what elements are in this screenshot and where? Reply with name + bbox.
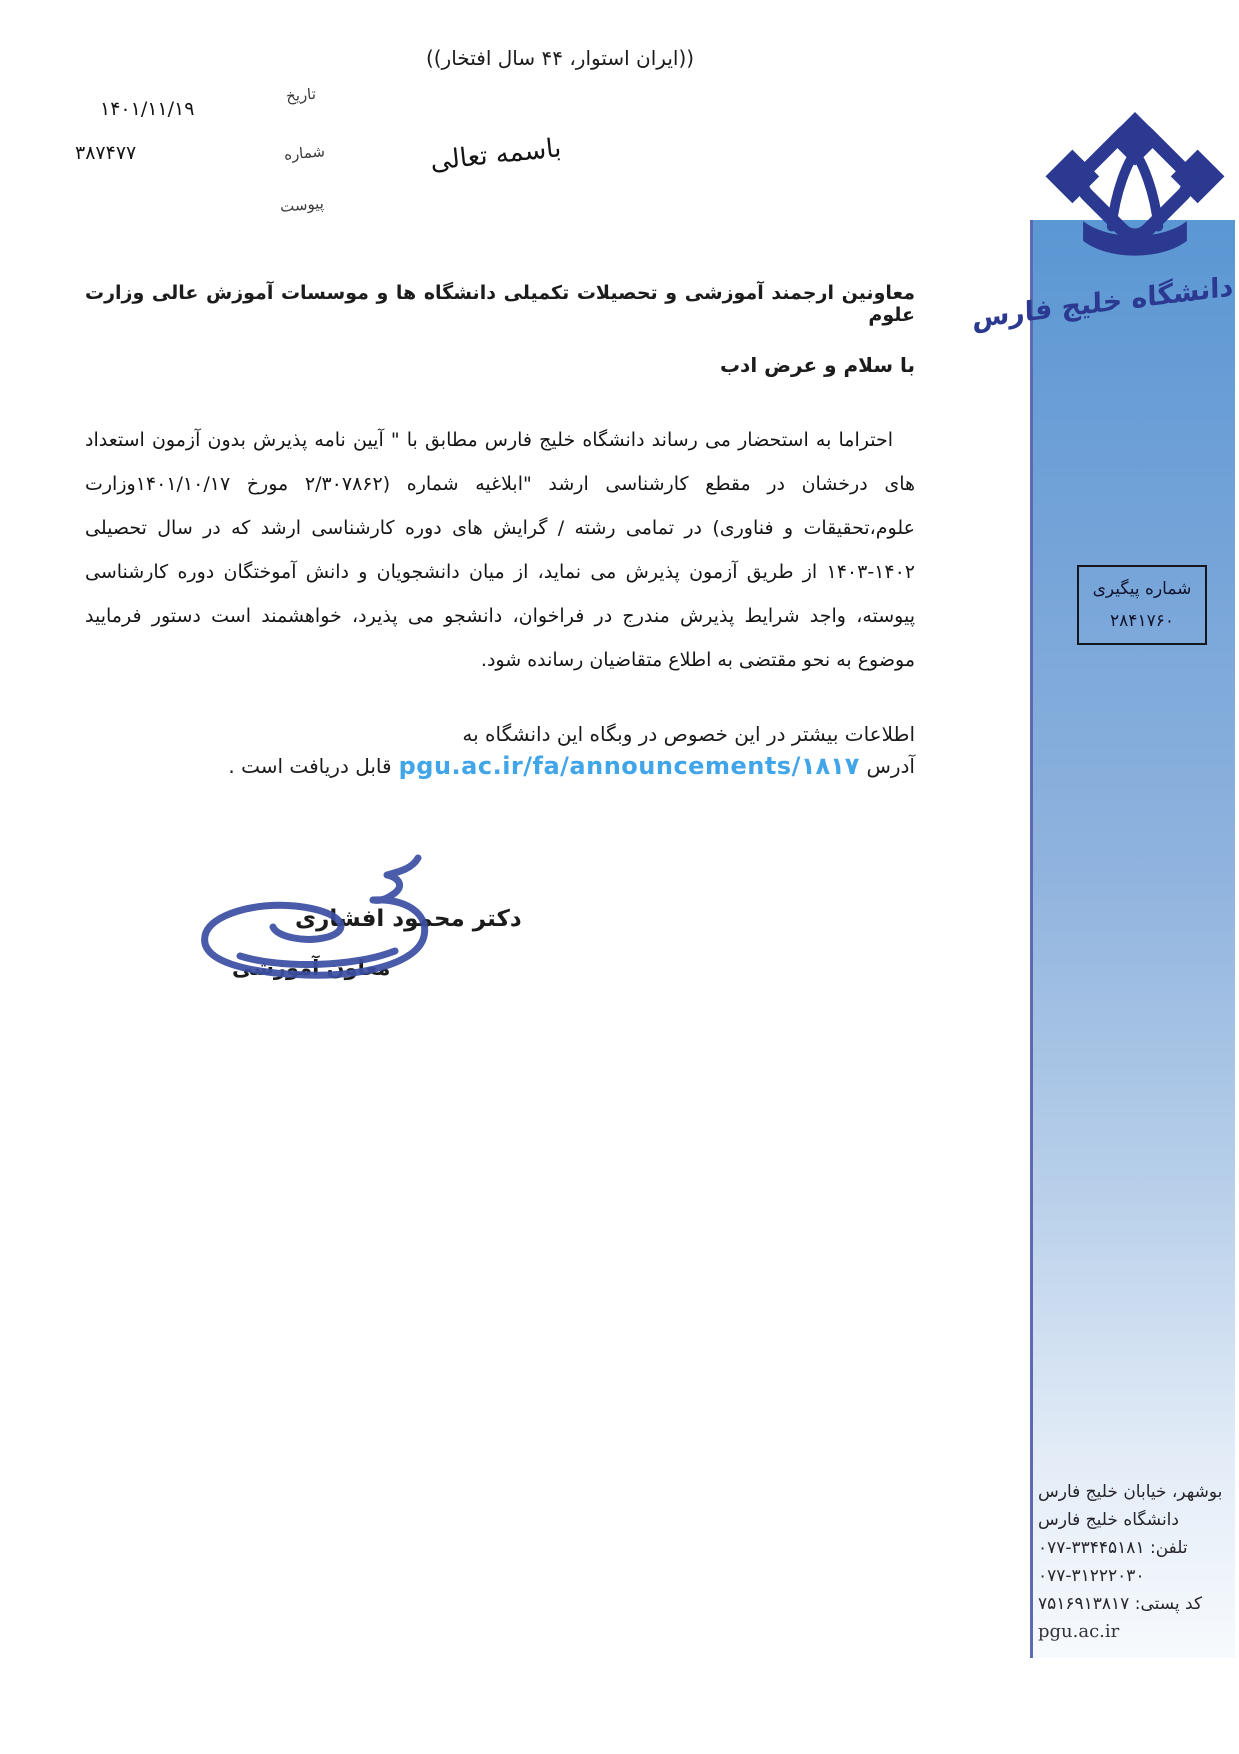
footer-postal-label: کد پستی: [1129, 1594, 1203, 1614]
date-value: ۱۴۰۱/۱۱/۱۹ [100, 98, 195, 120]
signature-name: دکتر محمود افشاری [295, 906, 522, 932]
footer-phone-label: تلفن: [1144, 1538, 1188, 1558]
subject-line: معاونین ارجمند آموزشی و تحصیلات تکمیلی دانشگاه ها و موسسات آموزش عالی وزارت علوم [85, 282, 915, 326]
salutation: با سلام و عرض ادب [719, 353, 915, 377]
url-suffix: قابل دریافت است . [228, 754, 392, 778]
university-banner [972, 220, 1235, 1658]
body-paragraph: احتراما به استحضار می رساند دانشگاه خلیج فارس مطابق با " آیین نامه پذیرش بدون آزمون استعداد های درخشان در مقطع کارشناسی ارشد "ابلاغیه شماره (۲/۳۰۷۸۶۲ مورخ ۱۴۰۱/۱۰/۱۷وزارت علوم،تحقیقات و فناوری) در تمامی رشته / گرایش های دوره کارشناسی ارشد که در سال تحصیلی ۱۴۰۲-۱۴۰۳ از طریق آزمون پذیرش می نماید، از میان دانشجویان و دانش آموختگان دوره کارشناسی پیوسته، واجد شرایط پذیرش مندرج در فراخوان، دانشجو می پذیرد، خواهشمند است دستور فرمایید موضوع به نحو مقتضی به اطلاع متقاضیان رسانده شود. [85, 429, 916, 671]
footer-postal-value: ۷۵۱۶۹۱۳۸۱۷ [1038, 1594, 1130, 1614]
footer-phone2-value: ۰۷۷-۳۱۲۲۲۰۳۰ [1038, 1566, 1145, 1586]
signature-scribble-icon [182, 842, 447, 1017]
footer-phone1-value: ۰۷۷-۳۳۴۴۵۱۸۱ [1038, 1538, 1145, 1558]
tracking-number: ۲۸۴۱۷۶۰ [1110, 611, 1174, 631]
url-prefix: آدرس [866, 754, 915, 778]
number-value: ۳۸۷۴۷۷ [75, 142, 137, 164]
signature-title: معاون آموزشی [232, 956, 391, 980]
tracking-label: شماره پیگیری [1092, 578, 1192, 599]
number-label: شماره [283, 142, 326, 164]
university-logo-icon [1040, 112, 1230, 282]
footer-address-line2: دانشگاه خلیج فارس [1038, 1510, 1179, 1530]
footer-postal [1038, 1594, 1226, 1614]
university-logo-name: دانشگاه خلیج فارس [972, 271, 1234, 335]
tracking-box [1077, 565, 1207, 645]
header-slogan: ((ایران استوار، ۴۴ سال افتخار)) [425, 46, 695, 70]
attachment-label: پیوست [279, 194, 325, 216]
footer-phone1 [1038, 1538, 1226, 1558]
footer-address-line1: بوشهر، خیابان خلیج فارس [1038, 1482, 1223, 1502]
footer-phone2 [1038, 1566, 1226, 1586]
footer-contact-block [1038, 1482, 1226, 1650]
announcement-url-link[interactable]: pgu.ac.ir/fa/announcements/۱۸۱۷ [398, 752, 860, 780]
date-label: تاریخ [285, 84, 317, 106]
url-line [85, 752, 915, 780]
besmele-calligraphy: باسمه تعالی [428, 133, 563, 177]
info-line: اطلاعات بیشتر در این خصوص در وبگاه این دانشگاه به [462, 722, 915, 746]
footer-website: pgu.ac.ir [1038, 1621, 1120, 1642]
